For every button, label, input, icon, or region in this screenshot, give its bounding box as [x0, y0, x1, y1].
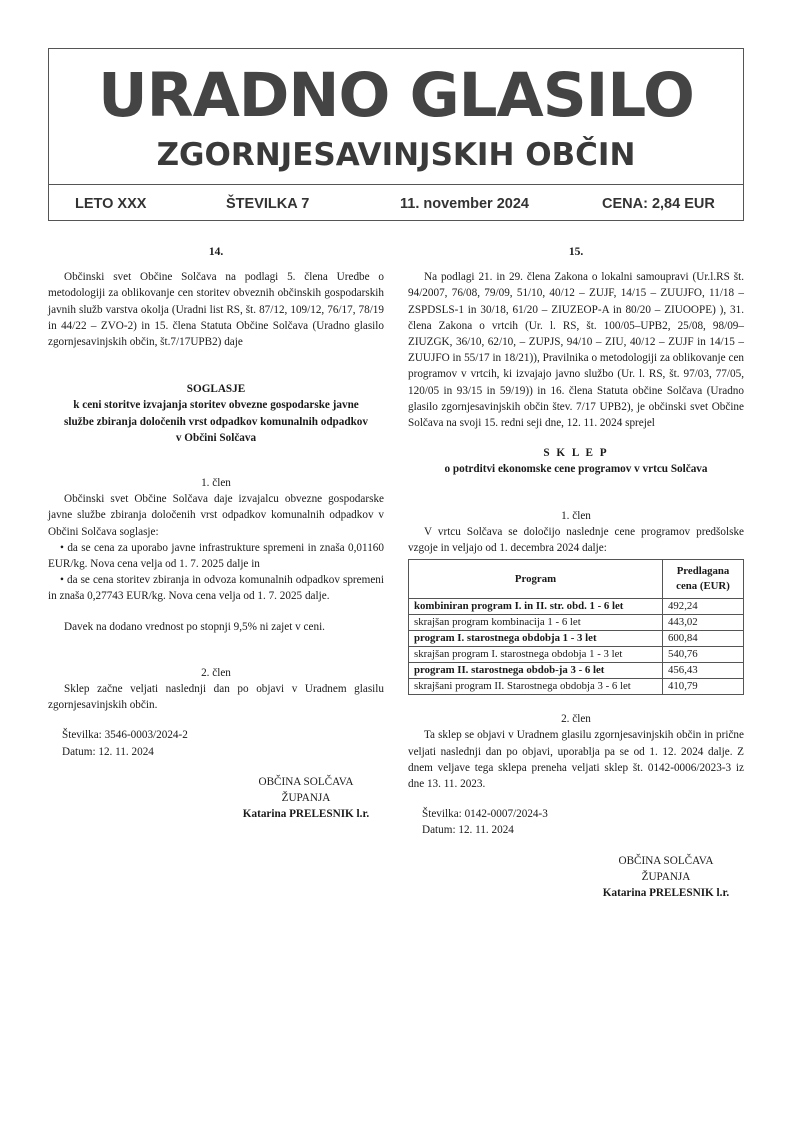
program-price: 410,79 [663, 679, 744, 695]
reference-number: Številka: 3546-0003/2024-2 [62, 729, 188, 742]
masthead [48, 48, 744, 221]
reference-number: Številka: 0142-0007/2024-3 [422, 808, 548, 821]
table-row [409, 663, 744, 679]
vat-note: Davek na dodano vrednost po stopnji 9,5% ni zajet v ceni. [64, 620, 325, 633]
article-1-heading: 1. člen [561, 509, 591, 522]
signature-organization: OBČINA SOLČAVA [618, 854, 714, 867]
preamble: Občinski svet Občine Solčava na podlagi 5. člena Uredbe o metodologiji za oblikovanje cen storitev obveznih občinskih gospodarskih javnih služb varstva okolja (Uradni list RS, št. 87/12, 109/12, 76/17, 78/19 in 44/22 – ZVO-2) in 15. člena Statuta Občine Solčava (Uradno glasilo zgornjesavinjskih občin, št.7/17UPB2) daje [48, 271, 384, 349]
article-2-heading: 2. člen [201, 666, 231, 679]
article-1-text: V vrtcu Solčava se določijo naslednje cene programov predšolske vzgoje in veljajo od 1. decembra 2024 dalje: [408, 525, 744, 555]
table-row [409, 679, 744, 695]
column-header-price: Predlagana cena (EUR) [663, 560, 744, 599]
issue-label: ŠTEVILKA 7 [226, 196, 310, 212]
article-1-text: Občinski svet Občine Solčava daje izvajalcu obvezne gospodarske javne službe zbiranja določenih vrst odpadkov komunalnih odpadkov v Občini Solčava soglasje: [48, 493, 384, 538]
publication-title: URADNO GLASILO [98, 60, 694, 131]
document-heading: S K L E P [543, 447, 609, 460]
program-name: skrajšani program II. Starostnega obdobja 3 - 6 let [409, 679, 663, 695]
left-column [48, 244, 384, 822]
program-name: skrajšan program I. starostnega obdobja 1 - 3 let [409, 647, 663, 663]
program-price: 456,43 [663, 663, 744, 679]
price-table [408, 559, 744, 695]
table-row [409, 631, 744, 647]
signature-role: ŽUPANJA [641, 870, 691, 883]
program-price: 443,02 [663, 615, 744, 631]
reference-date: Datum: 12. 11. 2024 [422, 824, 514, 837]
publication-subtitle: ZGORNJESAVINJSKIH OBČIN [156, 137, 636, 173]
right-column [408, 244, 744, 901]
reference-date: Datum: 12. 11. 2024 [62, 745, 154, 758]
signature-name: Katarina PRELESNIK l.r. [602, 887, 730, 900]
document-number: 15. [568, 246, 584, 258]
signature-name: Katarina PRELESNIK l.r. [242, 808, 370, 821]
document-subheading: k ceni storitve izvajanja storitev obvezne gospodarske javne službe zbiranja določenih vrst odpadkov komunalnih odpadkov v Občini Solčava [63, 399, 368, 444]
signature-block [586, 853, 746, 902]
article-2-text: Ta sklep se objavi v Uradnem glasilu zgornjesavinjskih občin in prične veljati naslednji dan po objavi, uporablja pa se od 1. 12. 2024 dalje. Z dnem veljave tega sklepa preneha veljati sklep št. 0142-0006/2023-3 iz dne 13. 11. 2023. [408, 729, 744, 791]
column-header-program: Program [409, 560, 663, 599]
signature-organization: OBČINA SOLČAVA [258, 775, 354, 788]
price-label: CENA: 2,84 EUR [602, 196, 715, 212]
table-header-row [409, 560, 744, 599]
program-price: 600,84 [663, 631, 744, 647]
program-name: program I. starostnega obdobja 1 - 3 let [409, 631, 663, 647]
program-name: program II. starostnega obdob-ja 3 - 6 let [409, 663, 663, 679]
article-2-text: Sklep začne veljati naslednji dan po objavi v Uradnem glasilu zgornjesavinjskih občin. [48, 683, 384, 712]
program-price: 540,76 [663, 647, 744, 663]
bullet-item: • da se cena za uporabo javne infrastrukture spremeni in znaša 0,01160 EUR/kg. Nova cena velja od 1. 7. 2025 dalje in [48, 541, 384, 571]
program-price: 492,24 [663, 599, 744, 615]
document-heading: SOGLASJE [186, 383, 246, 396]
preamble: Na podlagi 21. in 29. člena Zakona o lokalni samoupravi (Ur.l.RS št. 94/2007, 76/08, 79/09, 51/10, 40/12 – ZUJF, 14/15 – ZUUJFO, 11/18 – ZSPDSLS-1 in 30/18, 61/20 – ZIUZEOP-A in 80/20 – ZIUOOPE) ), 31. člena Zakona o vrtcih (Ur. l. RS, št. 100/05–UPB2, 25/08, 98/09–ZIUZGK, 36/10, 62/10, – ZUPJS, 94/10 – ZIU, 40/12 – ZUJF in 14/15 – ZUUJFO in 55/17 in 18/21)), Pravilnika o metodologiji za oblikovanje cen programov v vrtcih, ki izvajajo javno službo (Ur. l. RS, št. 97/03, 77/05, 120/05 in 93/15 in 59/19)) in 16. člena Statuta občine Solčava (Uradno glasilo zgornjesavinjskih občin štev. 7/17 UPB2), je občinski svet Občine Solčava na svoji 15. redni seji dne, 12. 11. 2024 sprejel [408, 271, 744, 430]
document-number: 14. [208, 246, 224, 258]
article-2-heading: 2. člen [561, 713, 591, 726]
program-name: skrajšan program kombinacija 1 - 6 let [409, 615, 663, 631]
table-row [409, 599, 744, 615]
document-subheading: o potrditvi ekonomske cene programov v vrtcu Solčava [444, 463, 708, 476]
program-name: kombiniran program I. in II. str. obd. 1 - 6 let [409, 599, 663, 615]
signature-block [226, 774, 386, 823]
signature-role: ŽUPANJA [281, 792, 331, 805]
bullet-item: • da se cena storitev zbiranja in odvoza komunalnih odpadkov spremeni in znaša 0,27743 EUR/kg. Nova cena velja od 1. 7. 2025 dalje. [48, 574, 384, 603]
year-label: LETO XXX [75, 196, 147, 212]
table-row [409, 647, 744, 663]
issue-date: 11. november 2024 [400, 196, 529, 212]
article-1-heading: 1. člen [201, 477, 231, 490]
masthead-divider [49, 184, 743, 185]
table-row [409, 615, 744, 631]
